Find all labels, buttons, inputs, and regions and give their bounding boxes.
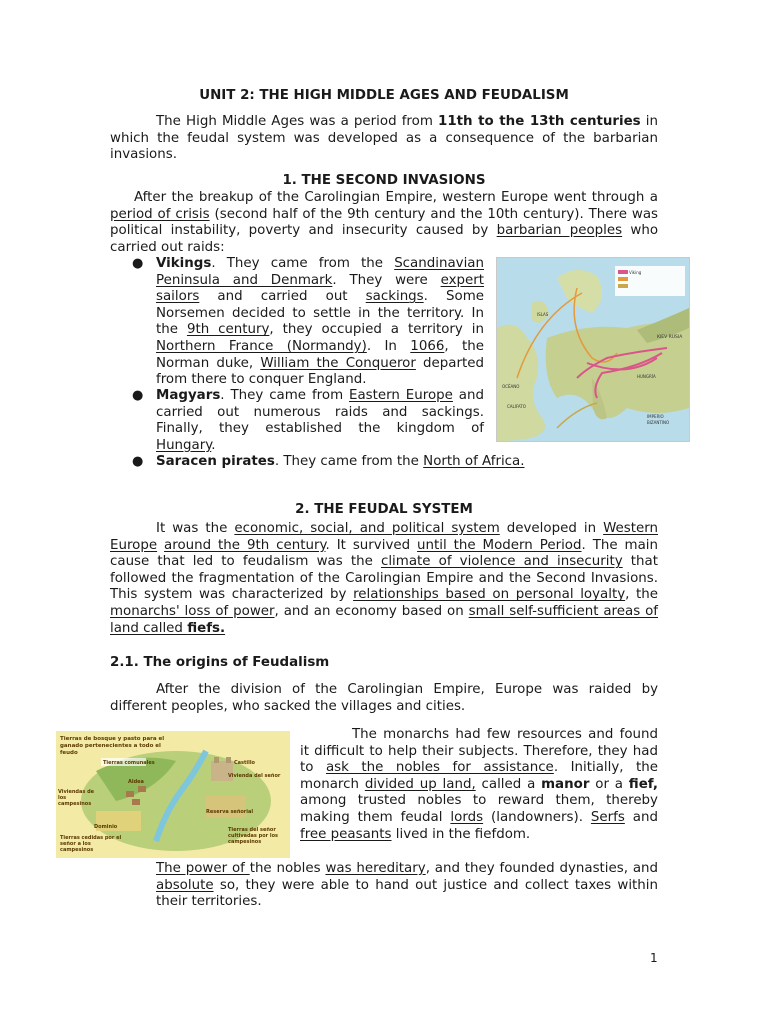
svg-text:campesinos: campesinos xyxy=(58,801,92,807)
svg-text:campesinos: campesinos xyxy=(60,847,94,853)
text xyxy=(157,538,164,553)
underlined-term: North of Africa. xyxy=(423,454,525,469)
underlined-term: absolute xyxy=(156,877,214,893)
svg-text:ganado pertenecientes a todo e: ganado pertenecientes a todo el xyxy=(60,743,161,749)
text: , they occupied a territory in xyxy=(269,322,484,338)
text: called a xyxy=(475,776,542,792)
subsection-title: 2.1. The origins of Feudalism xyxy=(110,655,330,670)
text: among trusted nobles to reward them, thereby making them feudal xyxy=(300,793,658,825)
bullet-icon: ● xyxy=(132,454,144,469)
underlined-term: Western Europe xyxy=(110,521,658,553)
origins-paragraph-1: After the division of the Carolingian Empire, Europe was raided by different peoples, who sacked the villages and cities. xyxy=(110,682,658,714)
section-2-paragraph xyxy=(110,521,658,637)
magyars-item xyxy=(156,388,484,454)
section-1-title: 1. THE SECOND INVASIONS xyxy=(282,173,486,188)
text: (landowners). xyxy=(483,809,591,825)
underlined-term: The power of xyxy=(156,861,250,876)
underlined-term: William the Conqueror xyxy=(260,355,416,371)
svg-text:BIZANTINO: BIZANTINO xyxy=(647,420,670,425)
underlined-term: ask the nobles for assistance xyxy=(325,760,554,776)
text: the nobles xyxy=(249,861,326,876)
vikings-item xyxy=(156,256,484,389)
svg-text:Dominio: Dominio xyxy=(94,824,118,830)
text: . xyxy=(211,437,216,453)
underlined-term: relationships based on personal loyalty xyxy=(353,587,626,603)
underlined-term: around the 9th century xyxy=(164,537,326,553)
section-2-title: 2. THE FEUDAL SYSTEM xyxy=(295,502,473,517)
underlined-term: fiefs. xyxy=(187,620,226,636)
svg-text:OCÉANO: OCÉANO xyxy=(502,384,520,389)
svg-text:Viking: Viking xyxy=(629,270,642,275)
section-1-paragraph xyxy=(110,190,658,256)
text: who carried out raids: xyxy=(110,223,659,255)
underlined-term: climate of violence and insecurity xyxy=(380,554,623,570)
svg-text:señor a los: señor a los xyxy=(60,841,91,847)
text: After the breakup of the Carolingian Empire, western Europe went through a xyxy=(134,190,658,205)
svg-text:Tierras del señor: Tierras del señor xyxy=(228,827,276,833)
svg-text:Aldea: Aldea xyxy=(128,779,144,785)
text: . Initially, the monarch xyxy=(300,760,659,792)
svg-text:Tierras comunales: Tierras comunales xyxy=(103,760,155,766)
origins-paragraph-2 xyxy=(300,727,658,843)
underlined-term: Scandinavian Peninsula and Denmark xyxy=(156,256,484,288)
bullet-icon: ● xyxy=(132,388,144,403)
text: . In xyxy=(366,338,411,354)
text: . They were xyxy=(332,272,441,288)
svg-text:cultivadas por los: cultivadas por los xyxy=(228,833,278,839)
text: that followed the fragmentation of the Carolingian Empire and the Second Invasions. This system was characterized by xyxy=(110,554,658,603)
text: , the xyxy=(625,587,658,603)
text: It was the xyxy=(156,521,235,536)
svg-text:Reserva señorial: Reserva señorial xyxy=(206,809,254,815)
svg-text:campesinos: campesinos xyxy=(228,839,262,845)
page-title: UNIT 2: THE HIGH MIDDLE AGES AND FEUDALISM xyxy=(199,88,569,103)
svg-text:Tierras cedidas por el: Tierras cedidas por el xyxy=(60,835,122,841)
text: and carried out xyxy=(199,289,366,305)
intro-period: 11th to the 13th centuries xyxy=(438,114,641,129)
underlined-term: lords xyxy=(450,809,484,825)
text: . They came from xyxy=(220,388,350,403)
text: developed in xyxy=(499,521,604,536)
svg-text:Viviendas de: Viviendas de xyxy=(58,789,95,795)
svg-text:Vivienda del señor: Vivienda del señor xyxy=(228,773,281,779)
svg-text:ISLAS: ISLAS xyxy=(537,312,549,317)
underlined-term: was hereditary xyxy=(325,861,426,876)
text: . It survived xyxy=(325,537,418,553)
underlined-term: Hungary xyxy=(156,437,212,453)
underlined-term: until the Modern Period xyxy=(417,537,582,553)
intro-paragraph xyxy=(110,114,658,164)
manor-term: manor xyxy=(541,776,590,792)
text: . The main cause that led to feudalism was the xyxy=(110,537,658,570)
underlined-term: divided up land, xyxy=(364,776,476,792)
text: . They came from the xyxy=(211,256,395,271)
underlined-term: Northern France (Normandy) xyxy=(156,338,367,354)
underlined-term: small self-sufficient areas of land called xyxy=(110,603,658,636)
underlined-term: 9th century xyxy=(186,322,270,338)
svg-text:Tierras de bosque y pasto para: Tierras de bosque y pasto para el xyxy=(60,736,165,742)
fief-term: fief, xyxy=(628,776,658,792)
text: . Some Norsemen decided to settle in the territory. In the xyxy=(156,289,484,338)
underlined-term: 1066 xyxy=(410,338,445,354)
text: . They came from the xyxy=(274,454,424,469)
bullet-icon: ● xyxy=(132,256,144,271)
text: , and an economy based on xyxy=(274,603,469,619)
underlined-term: barbarian peoples xyxy=(496,223,623,239)
text: , and they founded dynasties, and xyxy=(425,861,659,876)
saracens-label: Saracen pirates xyxy=(156,454,275,469)
manor-illustration xyxy=(56,731,290,858)
underlined-term: Eastern Europe xyxy=(349,388,453,403)
text: and xyxy=(624,809,658,825)
underlined-term: monarchs' loss of power xyxy=(110,603,275,619)
underlined-term: free peasants xyxy=(300,826,392,842)
text: (second half of the 9th century and the 10th century). There was political instability, poverty and insecurity caused by xyxy=(110,206,659,239)
underlined-term: expert sailors xyxy=(156,272,485,305)
svg-text:feudo: feudo xyxy=(60,750,78,756)
vikings-label: Vikings xyxy=(156,256,212,271)
text: , the Norman duke, xyxy=(156,338,484,371)
underlined-term: Serfs xyxy=(590,809,625,825)
magyars-label: Magyars xyxy=(156,388,221,403)
text: and carried out numerous raids and sackings. Finally, they established the kingdom of xyxy=(156,388,485,437)
underlined-term: period of crisis xyxy=(110,206,210,222)
svg-text:KIEV RUSIA: KIEV RUSIA xyxy=(657,335,683,340)
intro-text: The High Middle Ages was a period from xyxy=(156,114,439,129)
page-number: 1 xyxy=(650,951,658,965)
intro-text-end: in which the feudal system was developed as a consequence of the barbarian invasions. xyxy=(110,114,658,163)
svg-text:los: los xyxy=(58,795,67,801)
text: The monarchs had few resources and found it difficult to help their subjects. Therefore, they had to xyxy=(300,727,658,776)
text: departed from there to conquer England. xyxy=(156,355,484,388)
underlined-term: sackings xyxy=(365,289,424,305)
svg-text:IMPERIO: IMPERIO xyxy=(647,414,664,419)
underlined-term: economic, social, and political system xyxy=(234,521,500,536)
svg-text:HUNGRÍA: HUNGRÍA xyxy=(637,374,656,379)
invasions-map xyxy=(496,257,690,442)
svg-text:Castillo: Castillo xyxy=(234,760,255,766)
text: lived in the fiefdom. xyxy=(391,826,531,842)
saracens-item xyxy=(156,454,536,471)
text: or a xyxy=(589,776,629,792)
text: so, they were able to hand out justice and collect taxes within their territories. xyxy=(156,877,658,910)
svg-text:CALIFATO: CALIFATO xyxy=(507,404,526,409)
origins-paragraph-3 xyxy=(156,861,658,911)
